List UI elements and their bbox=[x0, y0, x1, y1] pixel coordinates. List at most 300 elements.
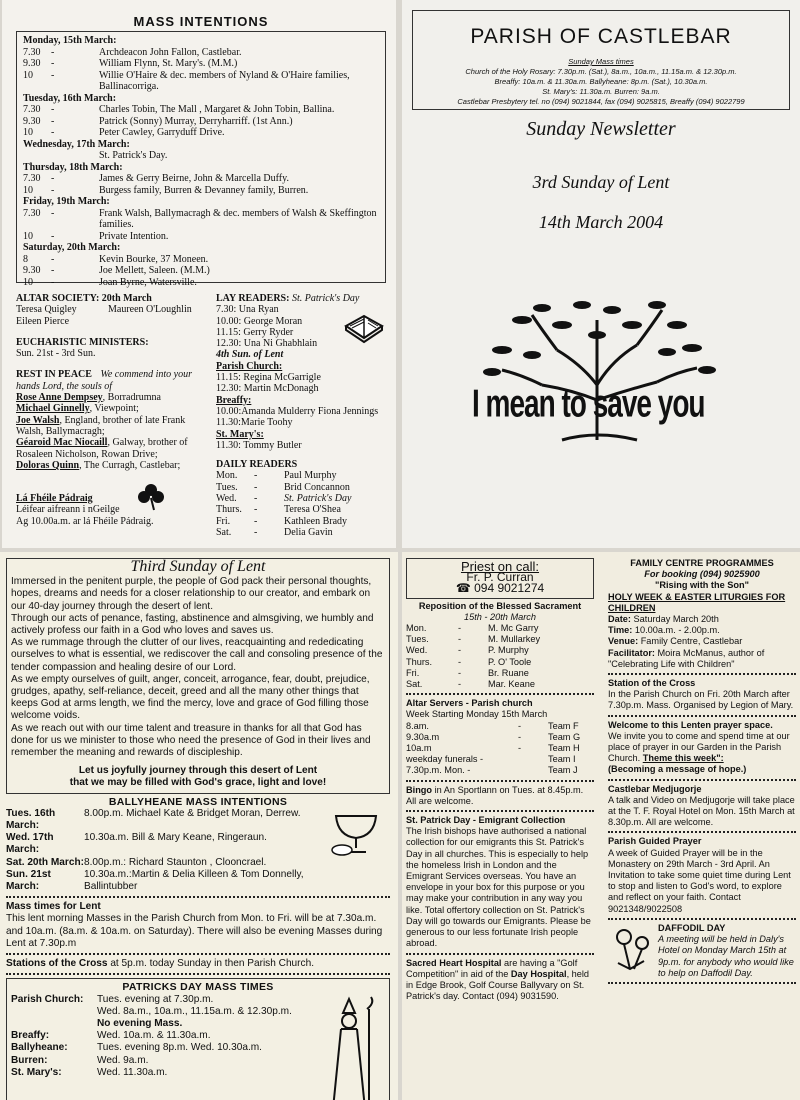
deceased-name: Doloras Quinn bbox=[16, 459, 80, 471]
fheile-line: Ag 10.00a.m. ar lá Fhéile Pádraig. bbox=[16, 515, 154, 527]
mass-times-block bbox=[413, 57, 789, 107]
reader-name: Kathleen Brady bbox=[284, 515, 348, 527]
daily-readers-list bbox=[216, 470, 386, 538]
mass-day-heading: Saturday, 20th March: bbox=[23, 242, 121, 253]
reader-name: Brid Concannon bbox=[284, 481, 350, 493]
reader-name: Paul Murphy bbox=[284, 470, 337, 482]
daily-reader-row bbox=[216, 470, 386, 481]
eucharistic-ministers-line: Sun. 21st - 3rd Sun. bbox=[16, 348, 96, 360]
rest-in-peace-text: We commend into your hands Lord, the souls of bbox=[16, 369, 193, 392]
reposition-day: Wed. bbox=[406, 645, 428, 656]
divider bbox=[406, 780, 594, 782]
mass-time: 7.30 bbox=[23, 207, 41, 219]
mass-dash: - bbox=[51, 184, 55, 196]
mass-intention: Kevin Bourke, 37 Moneen. bbox=[99, 253, 209, 265]
divider bbox=[406, 693, 594, 695]
reposition-row bbox=[406, 668, 594, 679]
mass-intention-row bbox=[23, 185, 379, 197]
bingo-body: in An Sportlann on Tues. at 8.45p.m. All are welcome. bbox=[406, 784, 584, 806]
mass-dash: - bbox=[51, 207, 55, 219]
altar-server-dash: - bbox=[518, 720, 522, 731]
daily-reader-row bbox=[216, 504, 386, 515]
eucharistic-ministers-heading: EUCHARISTIC MINISTERS: bbox=[16, 336, 149, 348]
third-sunday-text bbox=[11, 576, 385, 759]
reader-dash: - bbox=[254, 526, 258, 538]
ballyheane-row bbox=[6, 832, 330, 856]
family-time-value: 10.00a.m. - 2.00p.m. bbox=[634, 625, 720, 636]
lay-readers-block bbox=[216, 304, 386, 349]
patricks-day-church: St. Mary's: bbox=[11, 1066, 62, 1078]
mass-intention: William Flynn, St. Mary's. (M.M.) bbox=[99, 58, 238, 69]
daffodil-body: A meeting will be held in Daly's Hotel on Monday March 15th at 9p.m. for anybody who would like to help on Daffodil Day. bbox=[658, 934, 794, 978]
mass-time bbox=[23, 150, 51, 162]
notices-right-column bbox=[216, 293, 386, 538]
guided-prayer-body: A week of Guided Prayer will be in the Monastery on 29th March - 3rd April. An Invitation to take some quiet time during Lent to stop and listen to God's word, to explore and reflect on your faith. Contact 9021348/9022508 bbox=[608, 847, 791, 914]
family-facilitator bbox=[608, 648, 796, 670]
reposition-day: Thurs. bbox=[406, 656, 433, 667]
mass-times-heading: Sunday Mass times bbox=[568, 57, 634, 66]
mass-intention: Patrick (Sonny) Murray, Derryharriff. (1st Ann.) bbox=[99, 115, 293, 127]
third-sunday-title: Third Sunday of Lent bbox=[130, 558, 266, 575]
mass-dash: - bbox=[51, 276, 55, 288]
bingo-notice bbox=[406, 785, 594, 807]
reposition-row bbox=[406, 634, 594, 645]
daily-reader-row bbox=[216, 527, 386, 538]
mass-time: 9.30 bbox=[23, 115, 41, 127]
patricks-day-church bbox=[11, 1006, 97, 1018]
family-centre-booking: For booking (094) 9025900 bbox=[644, 569, 760, 580]
rest-in-peace-intro bbox=[16, 369, 210, 392]
family-facilitator-value: Moira McManus, author of "Celebrating Life with Children" bbox=[608, 647, 765, 669]
altar-server-row bbox=[406, 732, 594, 743]
third-sunday-box bbox=[6, 558, 390, 794]
reader-day: Wed. bbox=[216, 493, 237, 505]
daffodil-block bbox=[608, 923, 796, 979]
reflection-paragraph: Through our acts of penance, fasting, abstinence and almsgiving, we humbly and actively profess our faith in a God who loves and saves us. bbox=[11, 612, 374, 637]
mass-intention-row bbox=[23, 58, 379, 70]
divider bbox=[608, 982, 796, 984]
saint-patrick-icon bbox=[319, 989, 379, 1100]
altar-server-team: Team J bbox=[548, 765, 578, 776]
reposition-row bbox=[406, 645, 594, 656]
ballyheane-date: Tues. 16th March: bbox=[6, 807, 56, 832]
reflection-paragraph: As we reach out with our time talent and treasure in thanks for all that God has done for us we minister to those who need the presence of God in their lives and remember the meaning and rewards of discipleship. bbox=[11, 722, 371, 759]
divider bbox=[608, 918, 796, 920]
deceased-detail: , England, brother of late Frank Walsh, Ballymacragh; bbox=[16, 414, 186, 437]
divider bbox=[6, 973, 390, 975]
reader-name: Teresa O'Shea bbox=[284, 504, 341, 516]
mass-time: 7.30 bbox=[23, 104, 41, 115]
altar-society-line bbox=[16, 304, 210, 315]
mass-time: 8 bbox=[23, 253, 28, 265]
rest-in-peace-list bbox=[16, 392, 210, 471]
mass-dash: - bbox=[51, 115, 55, 127]
emigrant-body: The Irish bishops have authorised a national collection for our emigrants this St. Patrick's Day in all churches. This is especially to help the homeless Irish in London and the Emigrant Services overseas. You have an envelope in your box for this purpose or you may make your contribution in any way you like. Total offertory collection on St. Patrick's Day will go towards our Emigrants. Please be generous to our less fortunate Irish people abroad. bbox=[406, 826, 591, 949]
stations-heading: Stations of the Cross bbox=[6, 958, 108, 970]
mass-dash: - bbox=[51, 265, 55, 276]
phone-icon: ☎ bbox=[455, 581, 475, 596]
ballyheane-intention: 10.30a.m.:Martin & Delia Killeen & Tom Donnelly, Ballintubber bbox=[84, 868, 304, 893]
lay-reader-line: 12.30: Martin McDonagh bbox=[216, 383, 319, 395]
mass-intention-row bbox=[23, 116, 379, 128]
mass-intention-row bbox=[23, 231, 379, 243]
lay-readers-breaffy: Breaffy: bbox=[216, 394, 252, 406]
medjugorje-body: A talk and Video on Medjugorje will take place at the T. F. Royal Hotel on Mon. 15th March at 8.30p.m. All are welcome. bbox=[608, 794, 795, 828]
patricks-day-times: Tues. evening 8p.m. Wed. 10.30a.m. bbox=[97, 1042, 262, 1054]
lay-readers-breaffy-list bbox=[216, 406, 386, 429]
date-label: Date: bbox=[608, 614, 631, 625]
daily-reader-row bbox=[216, 493, 386, 504]
altar-server-row bbox=[406, 765, 594, 776]
ballyheane-block bbox=[6, 808, 390, 893]
mass-intention-row bbox=[23, 70, 379, 93]
reader-day: Thurs. bbox=[216, 504, 242, 516]
mass-intention: Joan Byrne, Watersville. bbox=[99, 276, 197, 288]
priest-phone: 094 9021274 bbox=[474, 581, 545, 596]
reflection-paragraph: As we empty ourselves of guilt, anger, conceit, arrogance, fear, doubt, prejudice, grudges, apathy, self-reliance, deceit, greed and all the many other things that keeps God at arms length, we find the mercy, love and grace of God filling those welcome voids. bbox=[11, 673, 370, 722]
reposition-dates: 15th - 20th March bbox=[463, 611, 536, 622]
mass-intention-row bbox=[23, 277, 379, 289]
emigrant-heading: St. Patrick Day - Emigrant Collection bbox=[406, 815, 566, 826]
mass-time: 10 bbox=[23, 230, 33, 242]
mass-dash: - bbox=[51, 173, 55, 184]
mass-intention: Private Intention. bbox=[99, 230, 169, 242]
reposition-day: Tues. bbox=[406, 634, 429, 645]
mass-intention-row bbox=[23, 254, 379, 266]
mass-time: 10 bbox=[23, 69, 33, 81]
stations-line bbox=[6, 958, 390, 970]
mass-times-line: Church of the Holy Rosary: 7.30p.m. (Sat.), 8a.m., 10a.m., 11.15a.m. & 12.30p.m. bbox=[465, 67, 737, 76]
patricks-day-times: Wed. 10a.m. & 11.30a.m. bbox=[97, 1030, 211, 1042]
rest-in-peace-item bbox=[16, 415, 210, 438]
ballyheane-intention: 8.00p.m. Michael Kate & Bridget Moran, Derrew. bbox=[84, 807, 301, 819]
mass-times-line: St. Mary's: 11.30a.m. Burren: 9a.m. bbox=[542, 87, 660, 96]
altar-society-heading: ALTAR SOCIETY: 20th March bbox=[16, 293, 152, 304]
fheile-heading: Lá Fhéile Pádraig bbox=[16, 493, 93, 505]
parish-header-box bbox=[412, 10, 790, 110]
mass-intentions-title: MASS INTENTIONS bbox=[133, 14, 269, 29]
deceased-detail: , Galway, brother of Rosaleen Nicholson, Rowan Drive; bbox=[16, 437, 188, 460]
altar-server-dash bbox=[518, 765, 548, 776]
divider bbox=[6, 953, 390, 955]
patricks-day-times: Tues. evening at 7.30p.m. bbox=[97, 993, 214, 1005]
reader-dash: - bbox=[254, 481, 258, 493]
patricks-day-box bbox=[6, 978, 390, 1100]
patricks-day-church bbox=[11, 1018, 97, 1030]
rest-in-peace-item bbox=[16, 392, 210, 403]
mass-dash: - bbox=[51, 127, 55, 138]
mass-intention-row bbox=[23, 104, 379, 116]
presbytery-contact: Castlebar Presbytery tel. no (094) 9021844, fax (094) 9025815, Breaffy (094) 9022799 bbox=[457, 97, 745, 106]
mass-intention: Archdeacon John Fallon, Castlebar. bbox=[99, 46, 242, 58]
mass-intention: James & Gerry Beirne, John & Marcella Duffy. bbox=[99, 173, 289, 184]
guided-prayer-heading: Parish Guided Prayer bbox=[608, 836, 702, 847]
reposition-day: Mon. bbox=[406, 623, 427, 634]
lay-readers-st-marys: St. Mary's: bbox=[216, 428, 264, 440]
notices-right bbox=[602, 558, 796, 1002]
mass-intention: Charles Tobin, The Mall , Margaret & John Tobin, Ballina. bbox=[99, 104, 335, 115]
reader-day: Tues. bbox=[216, 481, 238, 493]
sacred-heart-body: are having a "Golf Competition" in aid of the bbox=[406, 957, 578, 979]
daily-reader-row bbox=[216, 516, 386, 527]
lay-reader-line: 11.30:Marie Toohy bbox=[216, 417, 293, 429]
mass-intention: Peter Cawley, Garryduff Drive. bbox=[99, 127, 225, 138]
patricks-day-church: Ballyheane: bbox=[11, 1042, 68, 1054]
bingo-heading: Bingo bbox=[406, 784, 433, 795]
deceased-name: Joe Walsh bbox=[16, 414, 60, 426]
station-heading: Station of the Cross bbox=[608, 678, 696, 689]
mass-time: 7.30 bbox=[23, 173, 41, 184]
reposition-name: M. Mc Garry bbox=[488, 623, 539, 634]
mass-intentions-box bbox=[16, 31, 386, 288]
cover-page bbox=[402, 0, 800, 548]
reposition-dash: - bbox=[458, 623, 462, 634]
prayer-heading: Welcome to this Lenten prayer space. bbox=[608, 719, 773, 730]
mass-time: 10 bbox=[23, 184, 33, 196]
altar-server-time: 8.am. bbox=[406, 720, 429, 731]
reposition-name: Br. Ruane bbox=[488, 667, 529, 678]
mass-time: 7.30 bbox=[23, 46, 41, 58]
mass-intention: Frank Walsh, Ballymacragh & dec. members of Walsh & Skeffington families. bbox=[99, 207, 377, 230]
prayer-theme: Theme this week": bbox=[642, 753, 724, 764]
priest-on-call-box bbox=[406, 558, 594, 599]
sacred-heart-notice bbox=[406, 958, 594, 1003]
priest-name: Fr. P. Curran bbox=[466, 570, 534, 585]
reposition-row bbox=[406, 657, 594, 668]
altar-server-team: Team I bbox=[548, 754, 576, 765]
daffodil-icon bbox=[608, 923, 658, 971]
altar-society-name: Eileen Pierce bbox=[16, 315, 70, 327]
priest-heading: Priest on call: bbox=[460, 559, 540, 574]
reposition-row bbox=[406, 623, 594, 634]
family-date-value: Saturday March 20th bbox=[633, 614, 719, 625]
altar-society-name: Teresa Quigley bbox=[16, 304, 77, 316]
family-venue bbox=[608, 636, 796, 647]
lay-readers-heading-line bbox=[216, 293, 386, 304]
venue-label: Venue: bbox=[608, 636, 639, 647]
reader-name: St. Patrick's Day bbox=[284, 493, 352, 505]
lay-reader-line: 10.00:Amanda Mulderry Fiona Jennings bbox=[216, 405, 379, 417]
fheile-line: Léifear aifreann i nGeilge bbox=[16, 504, 120, 516]
mass-day-heading: Friday, 19th March: bbox=[23, 196, 110, 207]
reposition-name: Mar. Keane bbox=[488, 679, 535, 690]
lay-reader-line: 10.00: George Moran bbox=[216, 315, 303, 327]
newsletter-title: Sunday Newsletter bbox=[526, 118, 676, 140]
deceased-name: Géaroid Mac Niocaill bbox=[16, 437, 108, 449]
lay-readers-st-marys-list bbox=[216, 440, 386, 451]
altar-server-time: 7.30p.m. Mon. - bbox=[406, 765, 471, 776]
divider bbox=[608, 715, 796, 717]
tree-caption: I mean to save you bbox=[472, 381, 705, 425]
reposition-day: Sat. bbox=[406, 679, 423, 690]
mass-dash: - bbox=[51, 46, 55, 58]
altar-server-time: weekday funerals - bbox=[406, 754, 484, 765]
mass-intention-row bbox=[23, 127, 379, 139]
stations-body: at 5p.m. today Sunday in then Parish Church. bbox=[107, 958, 314, 970]
ballyheane-row bbox=[6, 808, 330, 832]
mass-dash: - bbox=[51, 253, 55, 265]
notices-page bbox=[402, 552, 800, 1100]
lent-mass-body: This lent morning Masses in the Parish Church from Mon. to Fri. will be at 7.30a.m. and 10a.m. (8a.m. & 10a.m. on Saturday). There will also be evening Masses during Lent at 7.30p.m bbox=[6, 913, 383, 949]
altar-servers-week: Week Starting Monday 15th March bbox=[406, 709, 548, 720]
reflection-paragraph: Immersed in the penitent purple, the people of God pack their personal thoughts, hopes, dreams and needs for a closer relationship to our creator, and embark on our 40-day journey through the desert of lent. bbox=[11, 576, 372, 612]
patricks-day-church: Burren: bbox=[11, 1054, 48, 1066]
mass-intention-row bbox=[23, 265, 379, 277]
reposition-dash: - bbox=[458, 645, 462, 656]
ballyheane-heading: BALLYHEANE MASS INTENTIONS bbox=[108, 795, 288, 808]
bible-icon bbox=[342, 308, 386, 344]
rest-in-peace-heading: REST IN PEACE bbox=[16, 369, 92, 381]
prayer-body bbox=[608, 731, 796, 765]
sacred-heart-heading: Sacred Heart Hospital bbox=[406, 957, 502, 968]
family-venue-value: Family Centre, Castlebar bbox=[640, 636, 743, 647]
prayer-text: We invite you to come and spend time at our place of prayer in our Garden in the Parish Church. bbox=[608, 730, 790, 764]
rest-in-peace-item bbox=[16, 460, 210, 471]
mass-time: 9.30 bbox=[23, 265, 41, 276]
divider bbox=[608, 779, 796, 781]
altar-server-dash: - bbox=[518, 743, 522, 754]
sacred-heart-body: , held in Edge Brook, Golf Course Ballyvary on St. Patrick's day. Contact (094) 9031590. bbox=[406, 968, 590, 1002]
lay-readers-sunday: 4th Sun. of Lent bbox=[216, 349, 284, 361]
altar-server-row bbox=[406, 754, 594, 765]
reposition-dash: - bbox=[458, 634, 462, 645]
altar-server-team: Team F bbox=[548, 720, 579, 731]
prayer-theme-value: (Becoming a message of hope.) bbox=[608, 764, 747, 775]
deceased-name: Rose Anne Dempsey bbox=[16, 392, 103, 404]
reposition-day: Fri. bbox=[406, 667, 420, 678]
family-centre-heading: FAMILY CENTRE PROGRAMMES bbox=[630, 558, 774, 568]
mass-time: 10 bbox=[23, 276, 33, 288]
mass-time: 9.30 bbox=[23, 58, 41, 69]
tree-illustration bbox=[462, 290, 732, 460]
ballyheane-row bbox=[6, 857, 330, 869]
deceased-detail: , Borradrumna bbox=[102, 392, 161, 404]
altar-server-team: Team G bbox=[548, 731, 581, 742]
mass-intention: Burgess family, Burren & Devanney family, Burren. bbox=[99, 184, 309, 196]
mass-dash: - bbox=[51, 58, 55, 69]
reader-dash: - bbox=[254, 504, 258, 516]
ballyheane-date: Wed. 17th March: bbox=[6, 832, 54, 856]
mass-intention-row bbox=[23, 47, 379, 59]
altar-server-row bbox=[406, 743, 594, 754]
notices-left-column bbox=[16, 293, 216, 538]
patricks-day-heading: PATRICKS DAY MASS TIMES bbox=[122, 981, 274, 994]
lay-readers-parish-church: Parish Church: bbox=[216, 360, 283, 372]
deceased-detail: , Viewpoint; bbox=[89, 403, 139, 415]
reader-day: Sat. bbox=[216, 526, 232, 538]
day-hospital: Day Hospital bbox=[510, 968, 567, 979]
reposition-dash: - bbox=[458, 656, 462, 667]
holy-week-heading: HOLY WEEK & EASTER LITURGIES FOR CHILDREN bbox=[608, 591, 786, 613]
mass-day-heading: Thursday, 18th March: bbox=[23, 161, 123, 173]
ballyheane-row bbox=[6, 869, 330, 893]
mass-dash bbox=[51, 150, 99, 162]
lay-readers-day: St. Patrick's Day bbox=[291, 293, 360, 304]
priest-phone-line bbox=[407, 583, 593, 594]
mass-intention-row bbox=[23, 150, 379, 162]
lay-reader-line: 7.30: Una Ryan bbox=[216, 304, 279, 316]
patricks-day-church: Parish Church: bbox=[11, 993, 84, 1005]
notices-left bbox=[406, 558, 602, 1002]
altar-server-team: Team H bbox=[548, 743, 580, 754]
reader-day: Fri. bbox=[216, 515, 231, 527]
mass-times-line: Breaffy: 10a.m. & 11.30a.m. Ballyheane: 8p.m. (Sat.), 10.30a.m. bbox=[494, 77, 708, 86]
parish-title: PARISH OF CASTLEBAR bbox=[470, 25, 732, 48]
altar-server-row bbox=[406, 721, 594, 732]
patricks-day-times: No evening Mass. bbox=[97, 1017, 183, 1029]
altar-society-name: Maureen O'Loughlin bbox=[108, 304, 192, 316]
altar-server-dash bbox=[518, 754, 548, 765]
reposition-name: M. Mullarkey bbox=[488, 634, 541, 645]
mass-day-heading: Wednesday, 17th March: bbox=[23, 138, 130, 150]
lay-reader-line: 11.15: Regina McGarrigle bbox=[216, 372, 321, 384]
mass-dash: - bbox=[51, 69, 55, 81]
altar-server-time: 10a.m bbox=[406, 743, 432, 754]
mass-intention-row bbox=[23, 208, 379, 231]
family-date bbox=[608, 614, 796, 625]
altar-server-time: 9.30a.m bbox=[406, 731, 440, 742]
lay-reader-line: 12.30: Una Ni Ghabhlain bbox=[216, 338, 318, 350]
medjugorje-heading: Castlebar Medjugorje bbox=[608, 783, 702, 794]
time-label: Time: bbox=[608, 625, 633, 636]
patricks-day-times: Wed. 8a.m., 10a.m., 11.15a.m. & 12.30p.m. bbox=[97, 1005, 292, 1017]
ballyheane-date: Sat. 20th March: bbox=[6, 856, 84, 868]
mass-intention: Willie O'Haire & dec. members of Nyland & O'Haire families, Ballinacorriga. bbox=[99, 69, 350, 92]
ballyheane-intention: 8.00p.m.: Richard Staunton , Clooncrael. bbox=[84, 856, 267, 868]
mass-dash: - bbox=[51, 104, 55, 115]
lent-mass-heading: Mass times for Lent bbox=[6, 901, 101, 913]
divider bbox=[406, 810, 594, 812]
deceased-detail: , The Curragh, Castlebar; bbox=[79, 459, 181, 471]
mass-day-heading: Monday, 15th March: bbox=[23, 35, 117, 46]
reposition-heading: Reposition of the Blessed Sacrament bbox=[418, 600, 582, 611]
patricks-day-church: Breaffy: bbox=[11, 1030, 50, 1042]
mass-intention-row bbox=[23, 173, 379, 185]
station-body: In the Parish Church on Fri. 20th March after 7.30p.m. Mass. Organised by Legion of Mary. bbox=[608, 689, 794, 711]
divider bbox=[6, 896, 390, 898]
reposition-dash: - bbox=[458, 679, 462, 690]
divider bbox=[608, 673, 796, 675]
mass-dash: - bbox=[51, 230, 55, 242]
reflection-page bbox=[0, 552, 398, 1100]
daffodil-heading: DAFFODIL DAY bbox=[658, 922, 726, 933]
reposition-name: P. O' Toole bbox=[488, 656, 532, 667]
lay-reader-line: 11.30: Tommy Butler bbox=[216, 439, 302, 451]
reposition-list bbox=[406, 623, 594, 690]
family-centre-theme: "Rising with the Son" bbox=[655, 580, 749, 591]
patricks-day-times: Wed. 11.30a.m. bbox=[97, 1066, 168, 1078]
lay-reader-line: 11.15: Gerry Ryder bbox=[216, 326, 294, 338]
reader-dash: - bbox=[254, 515, 258, 527]
altar-servers-heading: Altar Servers - Parish church bbox=[406, 698, 533, 709]
rest-in-peace-item bbox=[16, 403, 210, 414]
newsletter-date: 14th March 2004 bbox=[538, 212, 664, 232]
reposition-name: P. Murphy bbox=[488, 645, 529, 656]
daily-reader-row bbox=[216, 482, 386, 493]
lay-readers-list bbox=[216, 304, 342, 349]
chalice-icon bbox=[328, 810, 384, 856]
altar-server-dash: - bbox=[518, 731, 522, 742]
notices-columns bbox=[16, 293, 386, 538]
divider bbox=[406, 953, 594, 955]
patricks-day-times: Wed. 9a.m. bbox=[97, 1054, 149, 1066]
ballyheane-date: Sun. 21st March: bbox=[6, 868, 51, 893]
closing-line: that we may be filled with God's grace, light and love! bbox=[69, 777, 327, 789]
reader-name: Delia Gavin bbox=[284, 526, 333, 538]
mass-time: 10 bbox=[23, 127, 33, 138]
mass-intentions-page bbox=[2, 0, 396, 548]
rest-in-peace-item bbox=[16, 437, 210, 460]
